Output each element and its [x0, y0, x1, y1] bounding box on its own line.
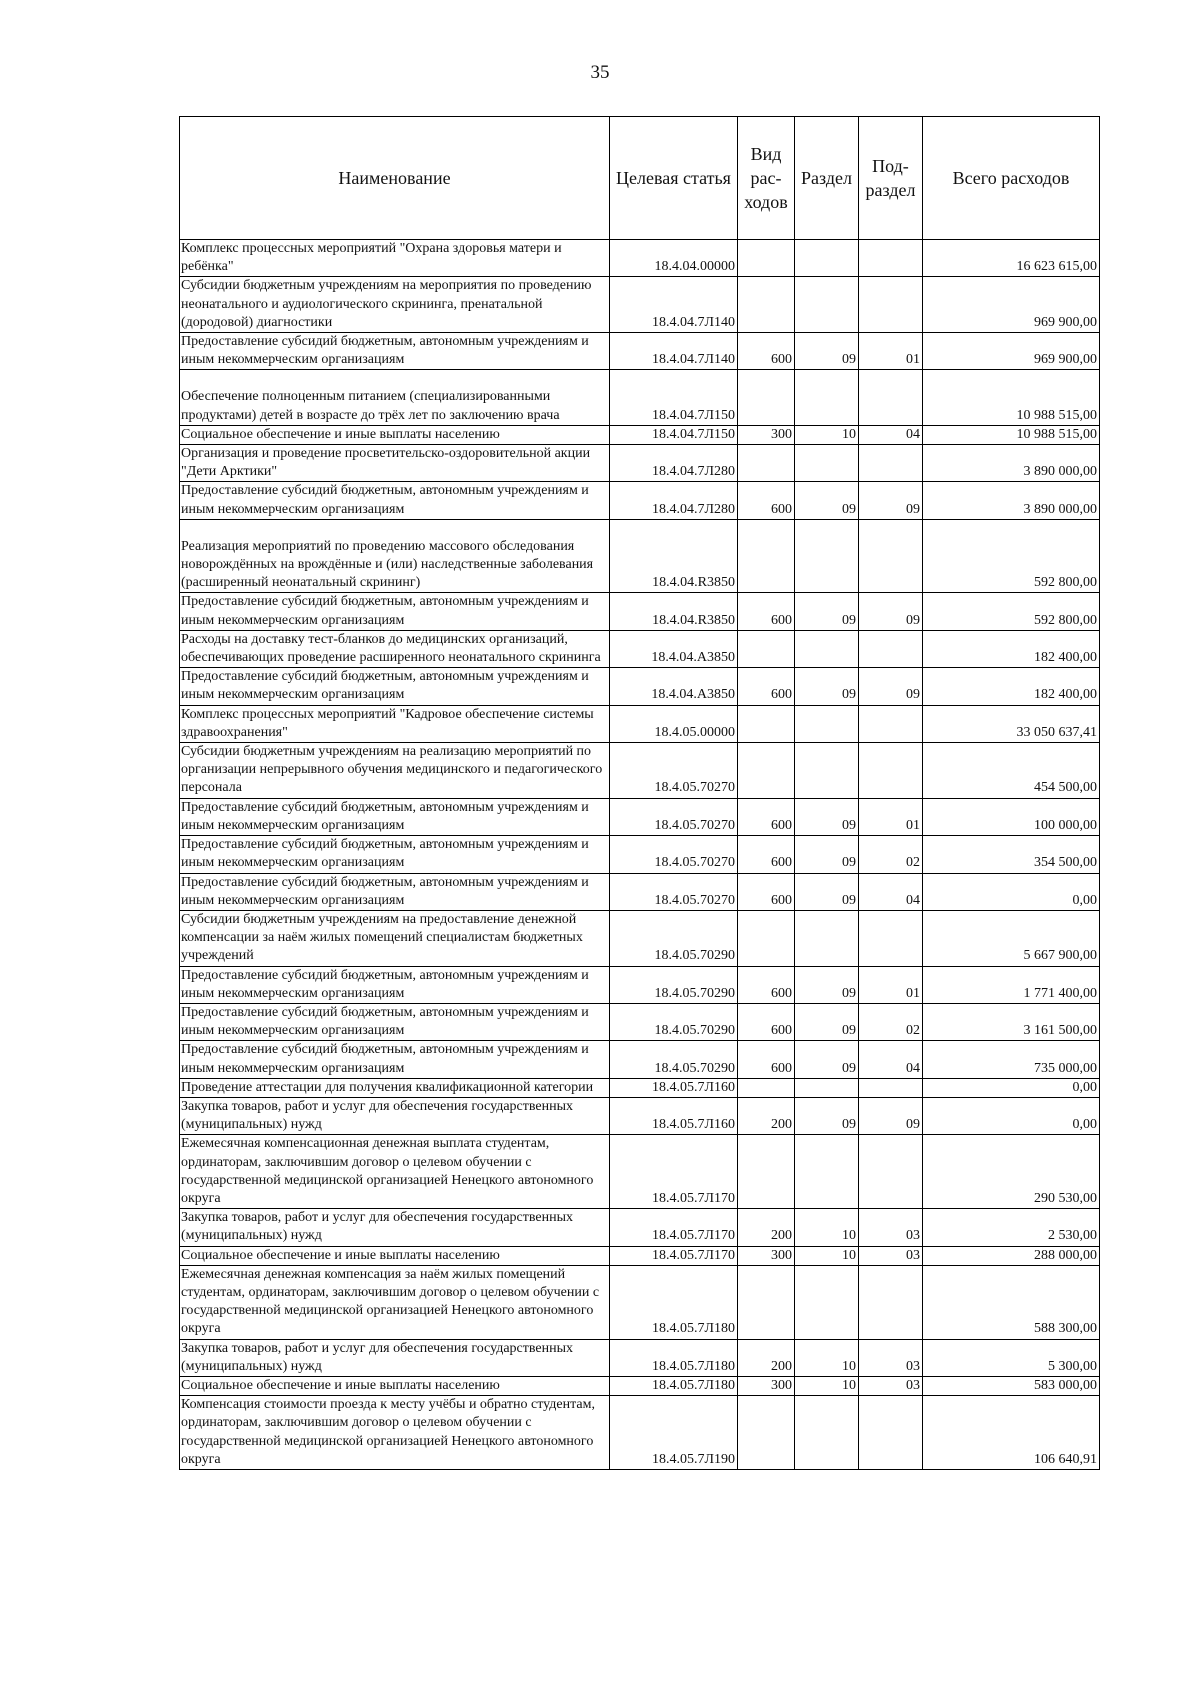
cell-name: Субсидии бюджетным учреждениям на реализацию мероприятий по организации непрерывного обучения медицинского и педагогического персонала: [180, 743, 610, 799]
cell-kind: [738, 1396, 795, 1470]
cell-kind: [738, 370, 795, 425]
cell-total: 592 800,00: [923, 519, 1100, 593]
cell-kind: 200: [738, 1339, 795, 1376]
cell-kind: [738, 705, 795, 742]
table-row: [180, 445, 1100, 482]
cell-name: Субсидии бюджетным учреждениям на предоставление денежной компенсации за наём жилых помещений специалистам бюджетных учреждений: [180, 910, 610, 966]
cell-subsection: 02: [859, 836, 923, 873]
table-row: [180, 519, 1100, 593]
cell-target: 18.4.04.R3850: [610, 519, 738, 593]
cell-subsection: 03: [859, 1209, 923, 1246]
cell-section: 09: [795, 966, 859, 1003]
cell-target: 18.4.05.70270: [610, 743, 738, 799]
cell-kind: 200: [738, 1097, 795, 1134]
cell-name: Ежемесячная компенсационная денежная выплата студентам, ординаторам, заключившим договор о целевом обучении с государственной медицинской организацией Ненецкого автономного округа: [180, 1135, 610, 1209]
cell-total: 288 000,00: [923, 1246, 1100, 1265]
table-body: [180, 240, 1100, 1470]
page-number: 35: [590, 62, 610, 83]
table-row: [180, 370, 1100, 425]
cell-section: 09: [795, 798, 859, 835]
cell-subsection: 03: [859, 1246, 923, 1265]
cell-subsection: 04: [859, 1041, 923, 1078]
cell-name: Социальное обеспечение и иные выплаты населению: [180, 425, 610, 444]
cell-subsection: 09: [859, 593, 923, 630]
cell-target: 18.4.04.7Л280: [610, 445, 738, 482]
cell-section: [795, 445, 859, 482]
cell-section: 09: [795, 482, 859, 519]
table-row: [180, 1209, 1100, 1246]
cell-subsection: 03: [859, 1339, 923, 1376]
cell-kind: 200: [738, 1209, 795, 1246]
cell-kind: [738, 445, 795, 482]
cell-kind: 600: [738, 1041, 795, 1078]
cell-subsection: 09: [859, 1097, 923, 1134]
cell-name: Реализация мероприятий по проведению массового обследования новорождённых на врождённые и (или) наследственные заболевания (расширенный неонатальный скрининг): [180, 519, 610, 593]
cell-name: Обеспечение полноценным питанием (специализированными продуктами) детей в возрасте до трёх лет по заключению врача: [180, 370, 610, 425]
cell-total: 3 890 000,00: [923, 445, 1100, 482]
cell-subsection: [859, 1078, 923, 1097]
cell-target: 18.4.04.7Л140: [610, 333, 738, 370]
cell-subsection: [859, 1265, 923, 1339]
cell-subsection: [859, 705, 923, 742]
cell-total: 182 400,00: [923, 630, 1100, 667]
cell-subsection: [859, 277, 923, 333]
cell-name: Социальное обеспечение и иные выплаты населению: [180, 1376, 610, 1395]
cell-target: 18.4.05.7Л170: [610, 1246, 738, 1265]
cell-total: 5 667 900,00: [923, 910, 1100, 966]
table-row: [180, 743, 1100, 799]
cell-target: 18.4.04.R3850: [610, 593, 738, 630]
cell-name: Социальное обеспечение и иные выплаты населению: [180, 1246, 610, 1265]
cell-name: Предоставление субсидий бюджетным, автономным учреждениям и иным некоммерческим организациям: [180, 1003, 610, 1040]
cell-section: [795, 1078, 859, 1097]
cell-kind: [738, 1135, 795, 1209]
cell-section: 09: [795, 1003, 859, 1040]
cell-target: 18.4.05.7Л190: [610, 1396, 738, 1470]
cell-total: 10 988 515,00: [923, 425, 1100, 444]
table-row: [180, 593, 1100, 630]
cell-name: Предоставление субсидий бюджетным, автономным учреждениям и иным некоммерческим организациям: [180, 798, 610, 835]
cell-name: Предоставление субсидий бюджетным, автономным учреждениям и иным некоммерческим организациям: [180, 593, 610, 630]
cell-total: 0,00: [923, 1078, 1100, 1097]
table-row: [180, 277, 1100, 333]
cell-subsection: [859, 1396, 923, 1470]
cell-total: 3 161 500,00: [923, 1003, 1100, 1040]
cell-subsection: [859, 1135, 923, 1209]
cell-kind: 600: [738, 798, 795, 835]
cell-name: Расходы на доставку тест-бланков до медицинских организаций, обеспечивающих проведение расширенного неонатального скрининга: [180, 630, 610, 667]
table-row: [180, 1135, 1100, 1209]
cell-name: Предоставление субсидий бюджетным, автономным учреждениям и иным некоммерческим организациям: [180, 836, 610, 873]
table-row: [180, 705, 1100, 742]
table-row: [180, 1376, 1100, 1395]
cell-total: 182 400,00: [923, 668, 1100, 705]
cell-total: 106 640,91: [923, 1396, 1100, 1470]
cell-target: 18.4.05.7Л180: [610, 1265, 738, 1339]
cell-subsection: 04: [859, 873, 923, 910]
cell-section: [795, 743, 859, 799]
cell-name: Закупка товаров, работ и услуг для обеспечения государственных (муниципальных) нужд: [180, 1339, 610, 1376]
cell-name: Закупка товаров, работ и услуг для обеспечения государственных (муниципальных) нужд: [180, 1209, 610, 1246]
cell-name: Предоставление субсидий бюджетным, автономным учреждениям и иным некоммерческим организациям: [180, 668, 610, 705]
cell-kind: [738, 630, 795, 667]
budget-table: [179, 116, 1100, 1470]
cell-total: 454 500,00: [923, 743, 1100, 799]
cell-target: 18.4.05.7Л180: [610, 1339, 738, 1376]
cell-section: [795, 910, 859, 966]
cell-total: 969 900,00: [923, 277, 1100, 333]
cell-kind: [738, 277, 795, 333]
header-name: Наименование: [180, 117, 610, 240]
table-row: [180, 668, 1100, 705]
header-total: Всего расходов: [923, 117, 1100, 240]
table-row: [180, 1003, 1100, 1040]
cell-target: 18.4.04.7Л140: [610, 277, 738, 333]
cell-total: 0,00: [923, 1097, 1100, 1134]
cell-target: 18.4.04.7Л280: [610, 482, 738, 519]
cell-kind: 600: [738, 1003, 795, 1040]
cell-kind: 300: [738, 1376, 795, 1395]
table-row: [180, 630, 1100, 667]
cell-subsection: 09: [859, 668, 923, 705]
table-row: [180, 425, 1100, 444]
table-row: [180, 1396, 1100, 1470]
cell-name: Предоставление субсидий бюджетным, автономным учреждениям и иным некоммерческим организациям: [180, 873, 610, 910]
cell-name: Комплекс процессных мероприятий "Кадровое обеспечение системы здравоохранения": [180, 705, 610, 742]
cell-total: 3 890 000,00: [923, 482, 1100, 519]
table-row: [180, 240, 1100, 277]
cell-subsection: 01: [859, 798, 923, 835]
cell-name: Компенсация стоимости проезда к месту учёбы и обратно студентам, ординаторам, заключившим договор о целевом обучении с государственной медицинской организацией Ненецкого автономного округа: [180, 1396, 610, 1470]
cell-target: 18.4.04.А3850: [610, 630, 738, 667]
cell-section: 10: [795, 425, 859, 444]
table-row: [180, 1246, 1100, 1265]
table-row: [180, 910, 1100, 966]
table-row: [180, 836, 1100, 873]
cell-subsection: 03: [859, 1376, 923, 1395]
cell-target: 18.4.05.7Л180: [610, 1376, 738, 1395]
table-row: [180, 873, 1100, 910]
cell-section: [795, 1396, 859, 1470]
cell-kind: [738, 240, 795, 277]
cell-target: 18.4.05.7Л160: [610, 1097, 738, 1134]
cell-subsection: 02: [859, 1003, 923, 1040]
cell-name: Комплекс процессных мероприятий "Охрана здоровья матери и ребёнка": [180, 240, 610, 277]
table-row: [180, 798, 1100, 835]
cell-section: [795, 240, 859, 277]
cell-section: 10: [795, 1209, 859, 1246]
cell-section: 10: [795, 1339, 859, 1376]
cell-total: 735 000,00: [923, 1041, 1100, 1078]
table-row: [180, 482, 1100, 519]
cell-section: 09: [795, 668, 859, 705]
header-kind: Вид рас- ходов: [738, 117, 795, 240]
cell-subsection: [859, 370, 923, 425]
cell-target: 18.4.04.7Л150: [610, 425, 738, 444]
cell-subsection: 04: [859, 425, 923, 444]
cell-name: Проведение аттестации для получения квалификационной категории: [180, 1078, 610, 1097]
cell-name: Организация и проведение просветительско-оздоровительной акции "Дети Арктики": [180, 445, 610, 482]
cell-section: 09: [795, 593, 859, 630]
cell-target: 18.4.05.7Л170: [610, 1135, 738, 1209]
cell-kind: [738, 910, 795, 966]
cell-name: Предоставление субсидий бюджетным, автономным учреждениям и иным некоммерческим организациям: [180, 1041, 610, 1078]
cell-kind: [738, 1078, 795, 1097]
cell-section: 10: [795, 1246, 859, 1265]
table-row: [180, 1097, 1100, 1134]
cell-section: 09: [795, 836, 859, 873]
cell-total: 33 050 637,41: [923, 705, 1100, 742]
header-subsection: Под- раздел: [859, 117, 923, 240]
cell-target: 18.4.05.70270: [610, 798, 738, 835]
cell-section: 10: [795, 1376, 859, 1395]
cell-kind: 600: [738, 966, 795, 1003]
cell-kind: 300: [738, 425, 795, 444]
cell-kind: [738, 1265, 795, 1339]
cell-section: 09: [795, 333, 859, 370]
header-section: Раздел: [795, 117, 859, 240]
cell-name: Ежемесячная денежная компенсация за наём жилых помещений студентам, ординаторам, заключившим договор о целевом обучении с государственной медицинской организацией Ненецкого автономного округа: [180, 1265, 610, 1339]
cell-target: 18.4.05.70290: [610, 1041, 738, 1078]
cell-target: 18.4.05.7Л160: [610, 1078, 738, 1097]
table-row: [180, 1265, 1100, 1339]
cell-subsection: [859, 630, 923, 667]
cell-section: [795, 1135, 859, 1209]
cell-name: Субсидии бюджетным учреждениям на мероприятия по проведению неонатального и аудиологического скрининга, пренатальной (дородовой) диагностики: [180, 277, 610, 333]
cell-section: [795, 519, 859, 593]
cell-total: 290 530,00: [923, 1135, 1100, 1209]
cell-kind: 600: [738, 836, 795, 873]
cell-total: 583 000,00: [923, 1376, 1100, 1395]
table-row: [180, 1041, 1100, 1078]
cell-total: 5 300,00: [923, 1339, 1100, 1376]
cell-total: 969 900,00: [923, 333, 1100, 370]
cell-name: Закупка товаров, работ и услуг для обеспечения государственных (муниципальных) нужд: [180, 1097, 610, 1134]
cell-section: [795, 1265, 859, 1339]
cell-subsection: [859, 743, 923, 799]
cell-total: 100 000,00: [923, 798, 1100, 835]
cell-target: 18.4.05.7Л170: [610, 1209, 738, 1246]
cell-section: [795, 630, 859, 667]
cell-total: 588 300,00: [923, 1265, 1100, 1339]
header-target: Целевая статья: [610, 117, 738, 240]
cell-kind: 600: [738, 668, 795, 705]
cell-subsection: 01: [859, 966, 923, 1003]
cell-subsection: [859, 910, 923, 966]
cell-name: Предоставление субсидий бюджетным, автономным учреждениям и иным некоммерческим организациям: [180, 482, 610, 519]
cell-section: [795, 277, 859, 333]
cell-name: Предоставление субсидий бюджетным, автономным учреждениям и иным некоммерческим организациям: [180, 966, 610, 1003]
cell-target: 18.4.05.70290: [610, 966, 738, 1003]
cell-subsection: 01: [859, 333, 923, 370]
cell-target: 18.4.05.70290: [610, 1003, 738, 1040]
table-row: [180, 333, 1100, 370]
cell-target: 18.4.05.70270: [610, 836, 738, 873]
cell-kind: [738, 519, 795, 593]
cell-section: 09: [795, 873, 859, 910]
cell-target: 18.4.05.70270: [610, 873, 738, 910]
cell-total: 16 623 615,00: [923, 240, 1100, 277]
cell-total: 2 530,00: [923, 1209, 1100, 1246]
cell-total: 10 988 515,00: [923, 370, 1100, 425]
table-header-row: [180, 117, 1100, 240]
cell-target: 18.4.04.А3850: [610, 668, 738, 705]
table-row: [180, 1078, 1100, 1097]
cell-subsection: [859, 445, 923, 482]
cell-section: 09: [795, 1041, 859, 1078]
cell-total: 1 771 400,00: [923, 966, 1100, 1003]
cell-target: 18.4.04.7Л150: [610, 370, 738, 425]
cell-subsection: 09: [859, 482, 923, 519]
cell-kind: 600: [738, 482, 795, 519]
cell-total: 592 800,00: [923, 593, 1100, 630]
cell-total: 0,00: [923, 873, 1100, 910]
cell-target: 18.4.05.70290: [610, 910, 738, 966]
cell-kind: 600: [738, 333, 795, 370]
cell-kind: 600: [738, 873, 795, 910]
cell-kind: 300: [738, 1246, 795, 1265]
cell-subsection: [859, 240, 923, 277]
cell-kind: [738, 743, 795, 799]
cell-name: Предоставление субсидий бюджетным, автономным учреждениям и иным некоммерческим организациям: [180, 333, 610, 370]
table-row: [180, 966, 1100, 1003]
cell-subsection: [859, 519, 923, 593]
cell-section: 09: [795, 1097, 859, 1134]
cell-total: 354 500,00: [923, 836, 1100, 873]
table-row: [180, 1339, 1100, 1376]
cell-section: [795, 370, 859, 425]
cell-target: 18.4.05.00000: [610, 705, 738, 742]
cell-kind: 600: [738, 593, 795, 630]
cell-section: [795, 705, 859, 742]
cell-target: 18.4.04.00000: [610, 240, 738, 277]
